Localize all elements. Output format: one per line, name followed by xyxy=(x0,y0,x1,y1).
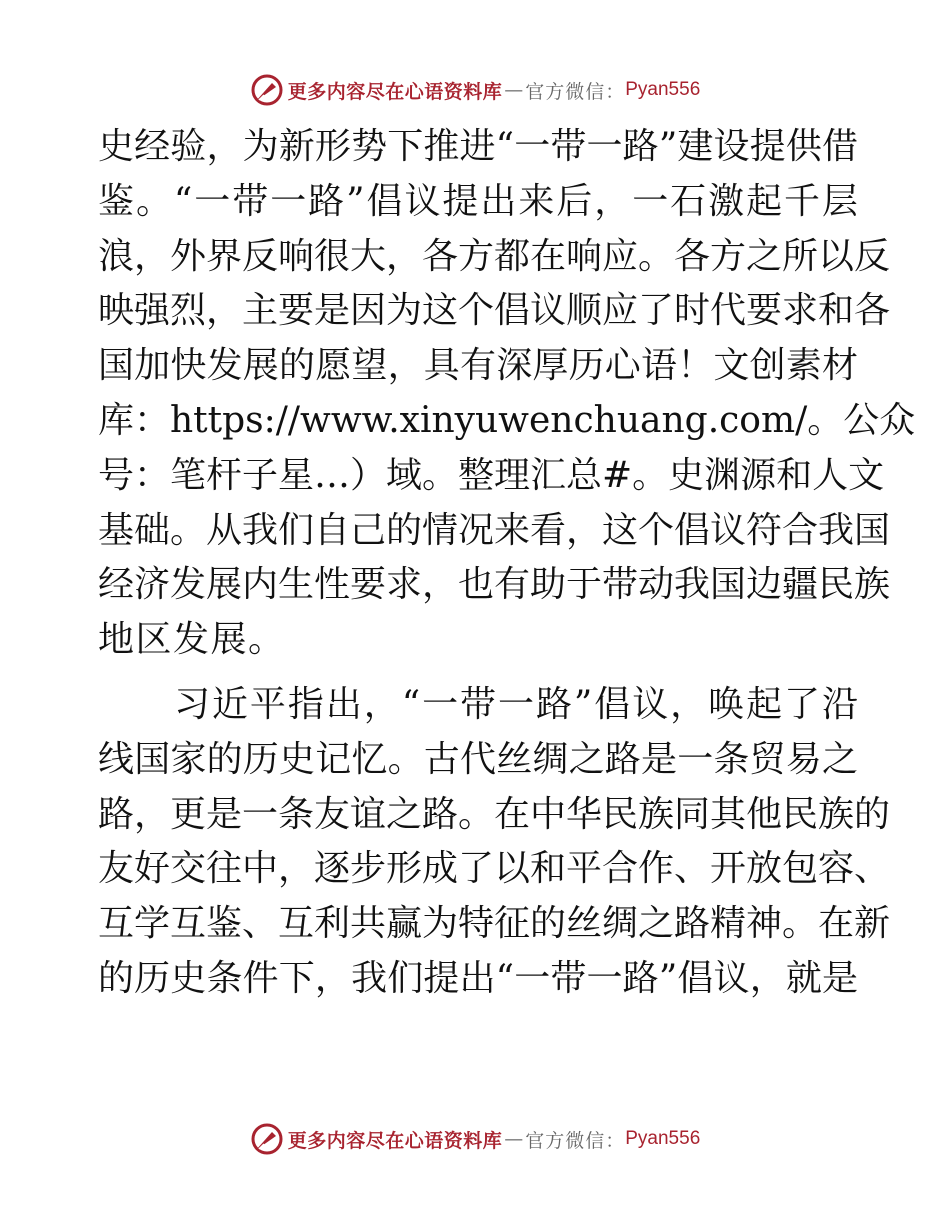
document-body xyxy=(98,120,916,1007)
quill-logo-icon xyxy=(250,1122,284,1156)
text-line: 库：https://www.xinyuwenchuang.com/。公众 xyxy=(98,399,916,441)
text-line: 鉴。“一带一路”倡议提出来后，一石激起千层 xyxy=(98,180,858,222)
text-line: 史经验，为新形势下推进“一带一路”建设提供借 xyxy=(98,126,858,167)
quill-logo-icon xyxy=(250,73,284,107)
paragraph-gap xyxy=(98,668,858,678)
banner-dash: — xyxy=(504,1128,524,1150)
text-line: 经济发展内生性要求，也有助于带动我国边疆民族 xyxy=(98,564,891,606)
banner-dash: — xyxy=(504,79,524,101)
text-line: 路，更是一条友谊之路。在中华民族同其他民族的 xyxy=(98,793,891,835)
banner-wechat-label: 官方微信： xyxy=(525,80,626,103)
text-line: 浪，外界反响很大，各方都在响应。各方之所以反 xyxy=(98,235,891,277)
text-line: 号：笔杆子星…）域。整理汇总#。史渊源和人文 xyxy=(98,454,885,496)
banner-title: 更多内容尽在心语资料库 xyxy=(287,80,503,103)
paragraph xyxy=(98,678,891,1007)
banner-wechat-id: Pyan556 xyxy=(625,1128,701,1149)
text-line: 基础。从我们自己的情况来看，这个倡议符合我国 xyxy=(98,509,891,551)
text-line: 映强烈，主要是因为这个倡议顺应了时代要求和各 xyxy=(98,290,891,332)
header-banner xyxy=(0,70,950,110)
banner-wechat-id: Pyan556 xyxy=(625,79,701,100)
text-line: 地区发展。 xyxy=(98,619,286,661)
text-line: 习近平指出，“一带一路”倡议，唤起了沿 xyxy=(174,683,858,725)
banner-title: 更多内容尽在心语资料库 xyxy=(287,1129,503,1152)
banner-wechat-label: 官方微信： xyxy=(525,1129,626,1152)
text-line: 友好交往中，逐步形成了以和平合作、开放包容、 xyxy=(98,848,891,890)
footer-banner xyxy=(0,1119,950,1159)
paragraph xyxy=(98,120,916,668)
text-line: 国加快发展的愿望，具有深厚历心语！文创素材 xyxy=(98,345,858,387)
text-line: 互学互鉴、互利共赢为特征的丝绸之路精神。在新 xyxy=(98,903,891,945)
text-line: 线国家的历史记忆。古代丝绸之路是一条贸易之 xyxy=(98,738,858,780)
text-line: 的历史条件下，我们提出“一带一路”倡议，就是 xyxy=(98,957,858,999)
